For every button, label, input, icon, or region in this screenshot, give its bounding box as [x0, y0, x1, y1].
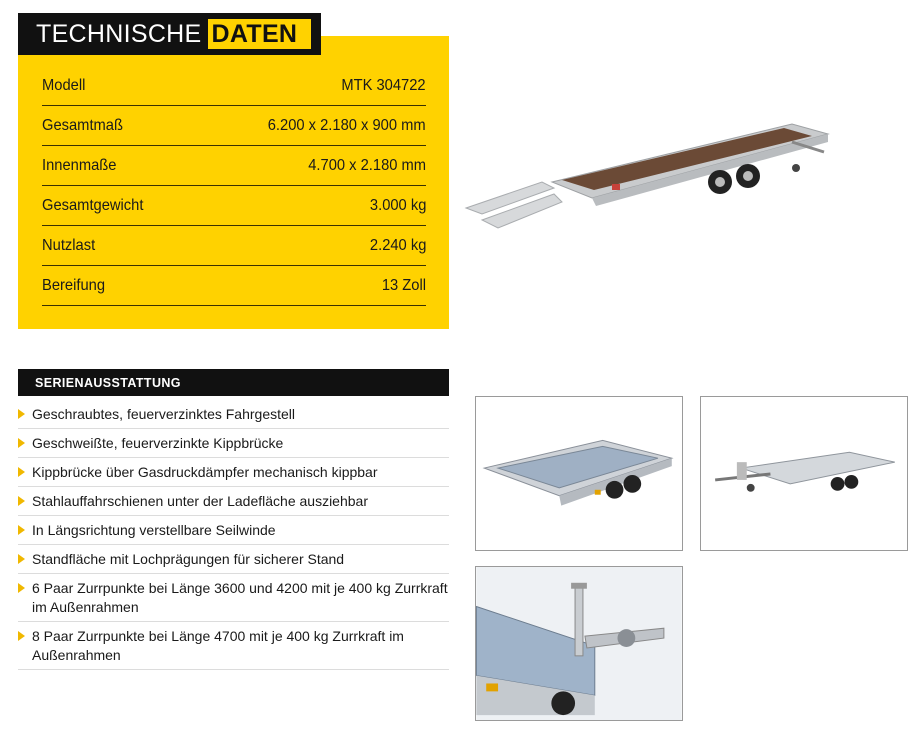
spec-row-gesamtmass: [42, 106, 426, 146]
spec-value: 4.700 x 2.180 mm: [308, 156, 426, 174]
feature-text: Stahlauffahrschienen unter der Ladefläche ausziehbar: [32, 493, 368, 509]
feature-text: Standfläche mit Lochprägungen für sicherer Stand: [32, 551, 345, 567]
list-item: [18, 429, 449, 458]
trailer-hero-image: [462, 112, 838, 234]
list-item: [18, 545, 449, 574]
triangle-bullet-icon: [18, 525, 25, 535]
drawbar-closeup-image: [476, 567, 682, 720]
spec-value: 6.200 x 2.180 x 900 mm: [268, 116, 426, 134]
heading-plain: TECHNISCHE: [36, 19, 202, 48]
trailer-thumbnail-1[interactable]: [475, 396, 683, 551]
feature-text: 6 Paar Zurrpunkte bei Länge 3600 und 4200 mit je 400 kg Zurrkraft im Außenrahmen: [32, 580, 448, 615]
triangle-bullet-icon: [18, 467, 25, 477]
triangle-bullet-icon: [18, 554, 25, 564]
spec-row-nutzlast: [42, 226, 426, 266]
spec-row-modell: [42, 66, 426, 106]
spec-label: Gesamtmaß: [42, 116, 123, 134]
spec-row-bereifung: [42, 266, 426, 306]
list-item: [18, 458, 449, 487]
spec-table: [42, 66, 426, 306]
spec-row-gesamtgewicht: [42, 186, 426, 226]
spec-value: 13 Zoll: [381, 276, 426, 294]
triangle-bullet-icon: [18, 409, 25, 419]
spec-label: Modell: [42, 76, 86, 94]
feature-list: [18, 400, 449, 670]
spec-value: 2.240 kg: [369, 236, 426, 254]
trailer-thumbnail-3[interactable]: [475, 566, 683, 721]
spec-label: Bereifung: [42, 276, 106, 294]
feature-text: Geschraubtes, feuerverzinktes Fahrgestell: [32, 406, 296, 422]
feature-text: Geschweißte, feuerverzinkte Kippbrücke: [32, 435, 284, 451]
trailer-frame-image: [476, 397, 682, 550]
list-item: [18, 400, 449, 429]
spec-label: Gesamtgewicht: [42, 196, 144, 214]
list-item: [18, 622, 449, 670]
feature-text: 8 Paar Zurrpunkte bei Länge 4700 mit je 400 kg Zurrkraft im Außenrahmen: [32, 628, 404, 663]
trailer-side-image: [701, 397, 907, 550]
list-item: [18, 574, 449, 622]
triangle-bullet-icon: [18, 438, 25, 448]
triangle-bullet-icon: [18, 631, 25, 641]
technical-data-heading: [18, 13, 321, 55]
trailer-thumbnail-2[interactable]: [700, 396, 908, 551]
heading-highlight: DATEN: [208, 19, 312, 49]
list-item: [18, 516, 449, 545]
spec-value: MTK 304722: [341, 76, 426, 94]
feature-text: In Längsrichtung verstellbare Seilwinde: [32, 522, 276, 538]
triangle-bullet-icon: [18, 583, 25, 593]
series-equipment-heading: SERIENAUSSTATTUNG: [18, 369, 449, 396]
triangle-bullet-icon: [18, 496, 25, 506]
list-item: [18, 487, 449, 516]
spec-value: 3.000 kg: [369, 196, 426, 214]
spec-label: Innenmaße: [42, 156, 117, 174]
spec-label: Nutzlast: [42, 236, 96, 254]
feature-text: Kippbrücke über Gasdruckdämpfer mechanisch kippbar: [32, 464, 378, 480]
spec-row-innenmasse: [42, 146, 426, 186]
